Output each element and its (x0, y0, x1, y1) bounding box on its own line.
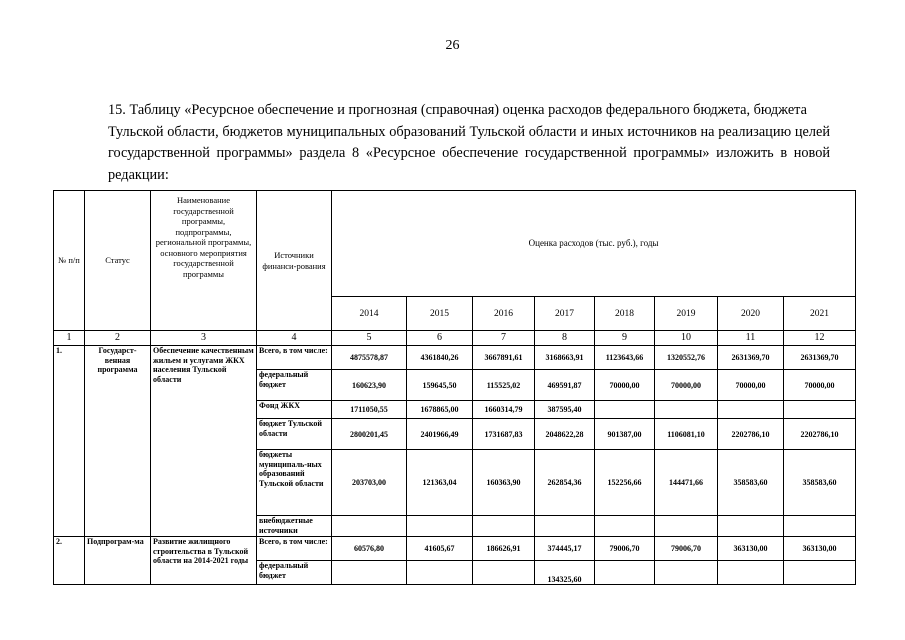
col-number: 6 (407, 331, 473, 346)
value-cell: 160363,90 (473, 450, 535, 516)
col-number: 1 (54, 331, 85, 346)
value-cell: 3667891,61 (473, 346, 535, 370)
resource-table (53, 190, 856, 585)
value-cell (407, 561, 473, 585)
value-cell (655, 401, 718, 419)
value-cell: 134325,60 (535, 561, 595, 585)
value-cell: 1660314,79 (473, 401, 535, 419)
paragraph-rest: Тульской области, бюджетов муниципальных образований Тульской области и иных источников на реализацию целей государственной программы» раздела 8 «Ресурсное обеспечение государственной программы» изложить в новой редакции: (108, 123, 830, 183)
value-cell (473, 561, 535, 585)
value-cell: 1678865,00 (407, 401, 473, 419)
value-cell: 4875578,87 (332, 346, 407, 370)
col-number: 2 (85, 331, 151, 346)
value-cell: 79006,70 (595, 537, 655, 561)
value-cell: 387595,40 (535, 401, 595, 419)
value-cell: 2202786,10 (784, 419, 856, 450)
value-cell: 79006,70 (655, 537, 718, 561)
value-cell (784, 516, 856, 537)
paragraph-line-1: 15. Таблицу «Ресурсное обеспечение и прогнозная (справочная) оценка расходов федерального бюджета, бюджета (108, 102, 807, 118)
value-cell: 70000,00 (595, 370, 655, 401)
value-cell (595, 401, 655, 419)
source-label: Всего, в том числе: (257, 346, 332, 370)
row-name: Развитие жилищного строительства в Тульской области на 2014-2021 годы (151, 537, 257, 585)
paragraph (108, 100, 830, 186)
value-cell: 1123643,66 (595, 346, 655, 370)
year-cell: 2014 (332, 297, 407, 331)
year-cell: 2016 (473, 297, 535, 331)
value-cell: 203703,00 (332, 450, 407, 516)
source-label: федеральный бюджет (257, 370, 332, 401)
value-cell: 60576,80 (332, 537, 407, 561)
source-label: бюджет Тульской области (257, 419, 332, 450)
value-cell (595, 516, 655, 537)
value-cell: 70000,00 (655, 370, 718, 401)
year-cell: 2020 (718, 297, 784, 331)
value-cell: 363130,00 (784, 537, 856, 561)
value-cell (332, 561, 407, 585)
row-name: Обеспечение качественным жильем и услугами ЖКХ населения Тульской области (151, 346, 257, 537)
source-label: федеральный бюджет (257, 561, 332, 585)
year-cell: 2021 (784, 297, 856, 331)
value-cell: 469591,87 (535, 370, 595, 401)
value-cell (332, 516, 407, 537)
source-label: бюджеты муниципаль-ных образований Тульской области (257, 450, 332, 516)
value-cell: 2401966,49 (407, 419, 473, 450)
value-cell (655, 561, 718, 585)
value-cell: 152256,66 (595, 450, 655, 516)
value-cell: 159645,50 (407, 370, 473, 401)
col-number: 3 (151, 331, 257, 346)
value-cell (655, 516, 718, 537)
col-number: 5 (332, 331, 407, 346)
value-cell: 4361840,26 (407, 346, 473, 370)
row-number: 2. (54, 537, 85, 585)
value-cell: 160623,90 (332, 370, 407, 401)
value-cell: 2048622,28 (535, 419, 595, 450)
value-cell: 41605,67 (407, 537, 473, 561)
value-cell: 144471,66 (655, 450, 718, 516)
value-cell: 901387,00 (595, 419, 655, 450)
value-cell: 363130,00 (718, 537, 784, 561)
header-name: Наименование государственной программы, подпрограммы, региональной программы, основного мероприятия государственной программы (151, 191, 257, 331)
value-cell: 186626,91 (473, 537, 535, 561)
year-cell: 2018 (595, 297, 655, 331)
value-cell: 115525,02 (473, 370, 535, 401)
col-number: 11 (718, 331, 784, 346)
value-cell: 1711050,55 (332, 401, 407, 419)
year-cell: 2015 (407, 297, 473, 331)
page-number: 26 (445, 38, 460, 53)
row-status: Государст-венная программа (85, 346, 151, 537)
value-cell (595, 561, 655, 585)
source-label: Фонд ЖКХ (257, 401, 332, 419)
value-cell: 1731687,83 (473, 419, 535, 450)
value-cell: 2631369,70 (784, 346, 856, 370)
year-cell: 2017 (535, 297, 595, 331)
value-cell: 1106081,10 (655, 419, 718, 450)
header-status: Статус (85, 191, 151, 331)
col-number: 7 (473, 331, 535, 346)
value-cell: 70000,00 (784, 370, 856, 401)
source-label: Всего, в том числе: (257, 537, 332, 561)
value-cell: 374445,17 (535, 537, 595, 561)
value-cell: 262854,36 (535, 450, 595, 516)
value-cell (718, 561, 784, 585)
value-cell: 2800201,45 (332, 419, 407, 450)
col-number: 10 (655, 331, 718, 346)
value-cell (718, 401, 784, 419)
col-number: 9 (595, 331, 655, 346)
column-number-row (54, 331, 856, 346)
value-cell: 1320552,76 (655, 346, 718, 370)
value-cell (784, 401, 856, 419)
col-number: 12 (784, 331, 856, 346)
row-number: 1. (54, 346, 85, 537)
value-cell: 2202786,10 (718, 419, 784, 450)
value-cell: 70000,00 (718, 370, 784, 401)
header-num: № п/п (54, 191, 85, 331)
value-cell (535, 516, 595, 537)
value-cell: 2631369,70 (718, 346, 784, 370)
value-cell: 121363,04 (407, 450, 473, 516)
value-cell (718, 516, 784, 537)
col-number: 4 (257, 331, 332, 346)
table-row (54, 537, 856, 561)
value-cell: 358583,60 (784, 450, 856, 516)
col-number: 8 (535, 331, 595, 346)
source-label: внебюджетные источники (257, 516, 332, 537)
value-cell (407, 516, 473, 537)
value-cell (473, 516, 535, 537)
table-row (54, 346, 856, 370)
value-cell (784, 561, 856, 585)
header-source: Источники финанси-рования (257, 191, 332, 331)
row-status: Подпрограм-ма (85, 537, 151, 585)
value-cell: 3168663,91 (535, 346, 595, 370)
year-cell: 2019 (655, 297, 718, 331)
value-cell: 358583,60 (718, 450, 784, 516)
header-estimate: Оценка расходов (тыс. руб.), годы (332, 191, 856, 297)
